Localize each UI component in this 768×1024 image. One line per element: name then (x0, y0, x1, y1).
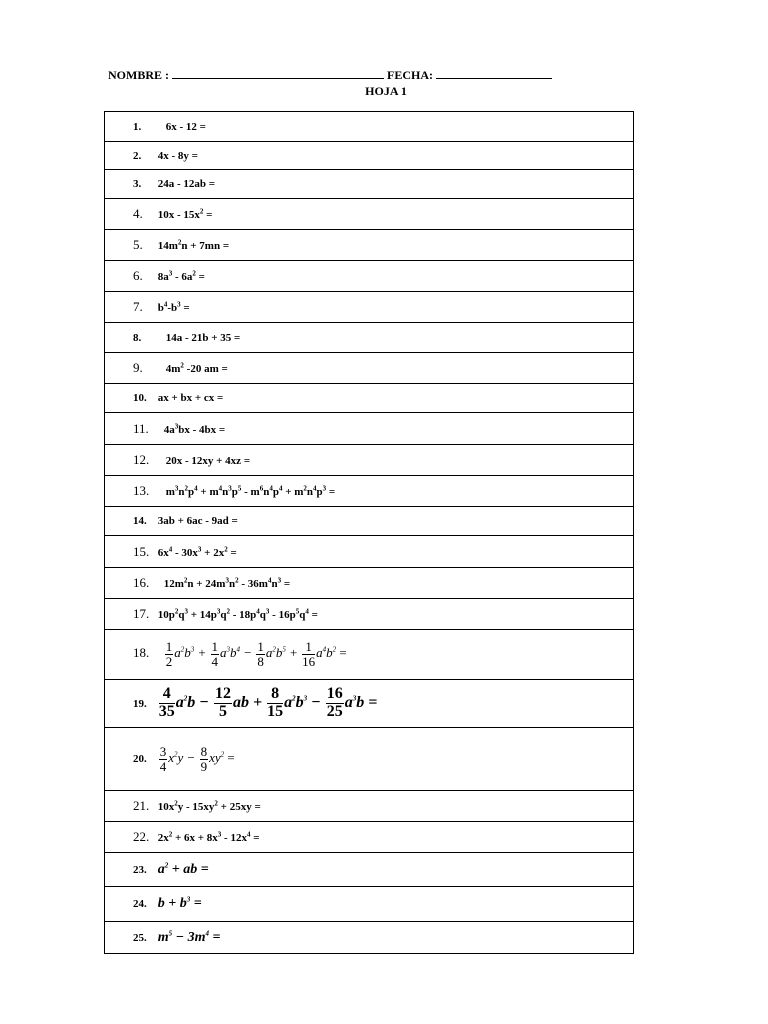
exercise-expression: $10x^2y - 15xy^2 + 25xy$ = (157, 799, 261, 813)
exercise-expression: 24a - 12ab = (157, 178, 216, 190)
exercise-number: 3. (133, 178, 142, 190)
exercise-row (105, 384, 634, 413)
exercise-row (105, 323, 634, 353)
exercise-row (105, 507, 634, 536)
exercise-row (105, 112, 634, 142)
exercise-expression: 20x - 12xy + 4xz = (165, 455, 251, 467)
fraction: $\frac{3}{4}$ (159, 743, 167, 774)
exercise-number: 16. (133, 575, 150, 590)
exercise-number: 14. (133, 515, 147, 527)
sheet-title: HOJA 1 (365, 84, 407, 98)
name-label: NOMBRE : (108, 68, 169, 82)
exercise-number: 18. (133, 645, 150, 661)
exercise-row (105, 170, 634, 199)
exercise-number: 22. (133, 829, 150, 844)
fraction: $\frac{12}{5}$ (214, 685, 231, 720)
exercise-number: 2. (133, 149, 142, 162)
fraction: $\frac{4}{35}$ (158, 685, 175, 720)
exercise-row (105, 922, 634, 954)
exercise-row (105, 261, 634, 292)
exercise-expression: $12m^2n + 24m^3n^2 - 36m^4n^3$ = (163, 576, 291, 590)
fraction: $\frac{1}{4}$ (211, 639, 219, 669)
exercise-expression: $10p^2q^3 + 14p^3q^2 - 18p^4q^3 - 16p^5q^4$ = (157, 607, 318, 621)
exercise-number: 11. (133, 420, 149, 436)
exercise-row (105, 413, 634, 445)
exercise-number: 20. (133, 752, 147, 765)
exercise-number: 5. (133, 237, 143, 252)
exercise-row (105, 536, 634, 568)
fraction: $\frac{16}{25}$ (326, 685, 343, 720)
exercise-expression: $b + b^3$ = (157, 895, 202, 911)
exercise-expression: $4m^2$ -20 am = (165, 361, 228, 375)
date-label: FECHA: (387, 68, 433, 82)
exercise-row (105, 630, 634, 680)
exercise-expression: 14a - 21b + 35 = (165, 331, 241, 344)
exercise-row (105, 230, 634, 261)
fraction: $\frac{8}{9}$ (200, 743, 208, 774)
exercise-expression: $m^5 - 3m^4$ = (157, 928, 221, 945)
exercise-expression: ax + bx + cx = (157, 392, 224, 404)
exercise-number: 21. (133, 798, 150, 813)
exercise-number: 6. (133, 268, 143, 283)
exercise-number: 25. (133, 931, 147, 944)
exercise-number: 7. (133, 299, 143, 314)
exercise-number: 12. (133, 452, 150, 467)
exercise-expression: $\frac{1}{2}$ $a^2b^3$ + $\frac{1}{4}$ $a^3b^4$ − $\frac{1}{8}$ $a^2b^5$ + $\frac{1}{16}$ $a^4b^2$ = (165, 639, 347, 669)
exercise-number: 8. (133, 331, 142, 344)
exercise-expression: $2x^2 + 6x + 8x^3 - 12x^4$ = (157, 830, 260, 844)
exercise-expression: $8a^3 - 6a^2$ = (157, 269, 205, 283)
exercise-row (105, 292, 634, 323)
exercise-row (105, 680, 634, 728)
exercise-row (105, 728, 634, 791)
exercise-row (105, 853, 634, 887)
fraction: $\frac{1}{2}$ (165, 639, 173, 669)
date-blank[interactable] (436, 68, 552, 79)
exercise-row (105, 791, 634, 822)
exercise-number: 24. (133, 898, 147, 910)
name-blank[interactable] (172, 68, 384, 79)
exercise-expression: $14m^2n + 7mn$ = (157, 238, 230, 252)
exercise-number: 10. (133, 392, 147, 404)
exercise-row (105, 887, 634, 922)
exercise-expression: 4x - 8y = (157, 149, 198, 162)
exercise-expression: 3ab + 6ac - 9ad = (157, 515, 238, 527)
exercise-expression: $m^3n^2p^4 + m^4n^3p^5 - m^6n^4p^4 + m^2n^4p^3$ = (165, 484, 336, 498)
exercise-number: 1. (133, 120, 142, 133)
exercise-number: 15. (133, 543, 150, 559)
exercise-row (105, 599, 634, 630)
header-line (108, 68, 578, 83)
exercise-row (105, 353, 634, 384)
exercise-expression: $\frac{3}{4}$ $x^2y$ − $\frac{8}{9}$ $xy^2$ = (159, 743, 235, 774)
exercise-row (105, 476, 634, 507)
fraction: $\frac{1}{8}$ (257, 639, 264, 669)
fraction: $\frac{1}{16}$ (302, 639, 316, 669)
exercise-expression: $a^2$ + ab = (157, 860, 209, 877)
exercise-expression: $6x^4 - 30x^3 + 2x^2$ = (157, 544, 237, 559)
exercise-table (104, 111, 634, 954)
exercise-number: 9. (133, 360, 143, 375)
fraction: $\frac{8}{15}$ (267, 685, 284, 720)
exercise-row (105, 142, 634, 170)
exercise-number: 17. (133, 606, 150, 621)
exercise-expression: $b^4-b^3$ = (157, 300, 190, 314)
exercise-expression: $10x - 15x^2$ = (157, 207, 213, 221)
exercise-row (105, 822, 634, 853)
exercise-row (105, 445, 634, 476)
exercise-row (105, 568, 634, 599)
exercise-expression: 6x - 12 = (165, 120, 206, 133)
exercise-row (105, 199, 634, 230)
exercise-number: 19. (133, 698, 147, 711)
exercise-number: 13. (133, 483, 150, 498)
exercise-number: 4. (133, 206, 143, 221)
exercise-expression: $4a^3bx - 4bx$ = (163, 421, 226, 436)
exercise-number: 23. (133, 863, 147, 876)
exercise-expression: $\frac{4}{35}$ $a^2b$ − $\frac{12}{5}$ ab + $\frac{8}{15}$ $a^2b^3$ − $\frac{16}{25}$ $a^3b$ = (158, 685, 378, 720)
